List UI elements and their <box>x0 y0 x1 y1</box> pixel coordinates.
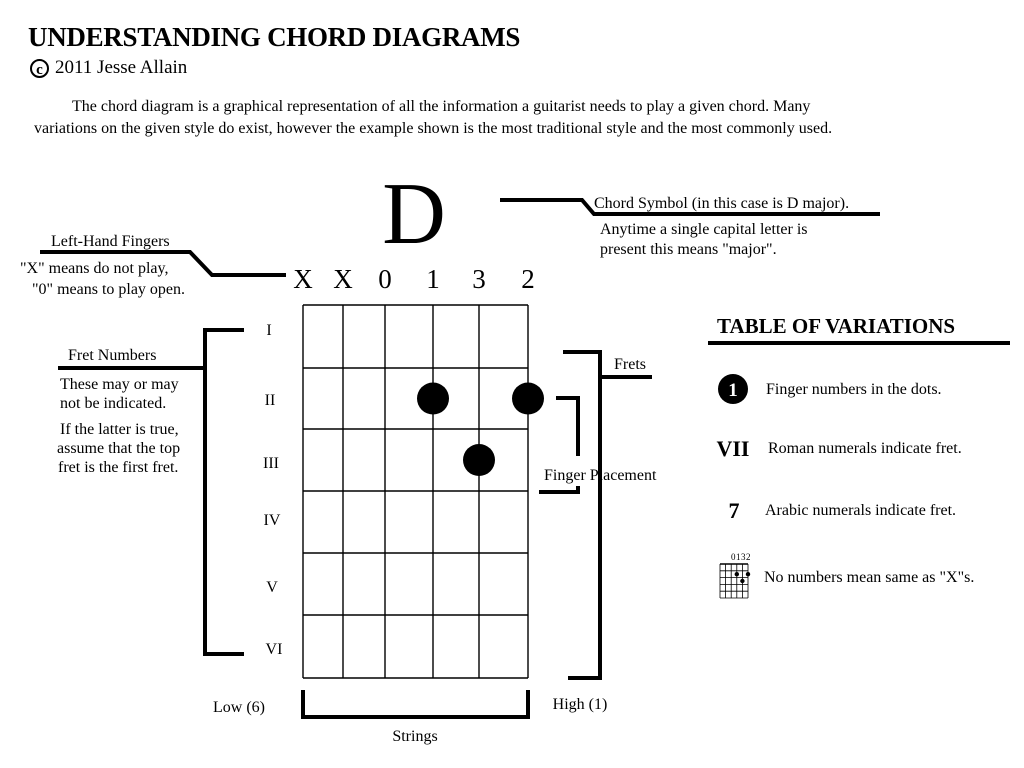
chord-symbol-label: Chord Symbol (in this case is D major). <box>594 195 850 212</box>
string-marker: 2 <box>521 264 535 294</box>
variation-text-3: Arabic numerals indicate fret. <box>765 502 957 519</box>
variation-text-2: Roman numerals indicate fret. <box>768 440 962 457</box>
frets-bracket <box>563 352 600 678</box>
fretboard-grid <box>303 305 528 678</box>
strings-label: Strings <box>392 728 438 745</box>
variation-arabic-symbol: 7 <box>728 498 740 523</box>
copyright-text: 2011 Jesse Allain <box>55 57 188 78</box>
fret-numbers-bracket <box>205 330 244 654</box>
string-marker: 3 <box>472 264 486 294</box>
string-marker: X <box>333 264 353 294</box>
mini-finger-dot <box>740 579 744 583</box>
variation-text-1: Finger numbers in the dots. <box>766 381 942 398</box>
finger-dot <box>463 444 495 476</box>
low-string-label: Low (6) <box>213 699 265 716</box>
copyright-icon: c <box>30 59 49 78</box>
finger-placement-bracket <box>556 398 578 456</box>
finger-placement-label: Finger Placement <box>544 467 657 484</box>
finger-dot <box>512 383 544 415</box>
string-marker: 1 <box>426 264 440 294</box>
fret-numbers-title: Fret Numbers <box>68 347 157 364</box>
fret-numbers-note-4: assume that the top <box>57 440 181 457</box>
chord-symbol-note-2: present this means "major". <box>600 241 777 258</box>
fret-numbers-note-1: These may or may <box>60 376 179 393</box>
chord-symbol: D <box>382 166 446 263</box>
string-markers <box>293 264 535 294</box>
fret-numeral: III <box>263 455 279 472</box>
variations-title: TABLE OF VARIATIONS <box>717 314 956 338</box>
variation-mini-chord-numbers: 0132 <box>731 552 751 562</box>
fret-numbers-note-2: not be indicated. <box>60 395 167 412</box>
finger-dot <box>417 383 449 415</box>
fret-numeral: IV <box>263 512 281 529</box>
fret-numeral: V <box>266 579 278 596</box>
left-hand-title: Left-Hand Fingers <box>51 233 170 250</box>
fret-numeral: II <box>264 392 276 409</box>
mini-finger-dot <box>735 572 739 576</box>
intro-paragraph: The chord diagram is a graphical representation of all the information a guitarist needs to play a given chord. Many variations on the given style do exist, however the example shown is the most traditional style and the most commonly used. <box>34 98 833 137</box>
fret-numbers-note-5: fret is the first fret. <box>58 459 179 476</box>
left-hand-note-2: "0" means to play open. <box>32 281 186 298</box>
page-title: UNDERSTANDING CHORD DIAGRAMS <box>28 22 521 52</box>
string-marker: 0 <box>378 264 392 294</box>
finger-placement-callout-line <box>539 486 578 492</box>
variation-roman-symbol: VII <box>716 436 750 461</box>
fret-numerals <box>263 322 282 658</box>
fret-numeral: I <box>266 322 272 339</box>
left-hand-note-1: "X" means do not play, <box>20 260 169 277</box>
string-marker: X <box>293 264 313 294</box>
variation-text-4: No numbers mean same as "X"s. <box>764 569 975 586</box>
chord-symbol-note-1: Anytime a single capital letter is <box>600 221 808 238</box>
fret-numbers-note-3: If the latter is true, <box>60 421 179 438</box>
variation-finger-number: 1 <box>728 380 738 401</box>
high-string-label: High (1) <box>552 696 608 713</box>
fret-numeral: VI <box>265 641 283 658</box>
frets-label: Frets <box>614 356 646 373</box>
strings-bracket <box>303 690 528 717</box>
variation-mini-chord-icon <box>720 564 750 598</box>
mini-finger-dot <box>746 572 750 576</box>
